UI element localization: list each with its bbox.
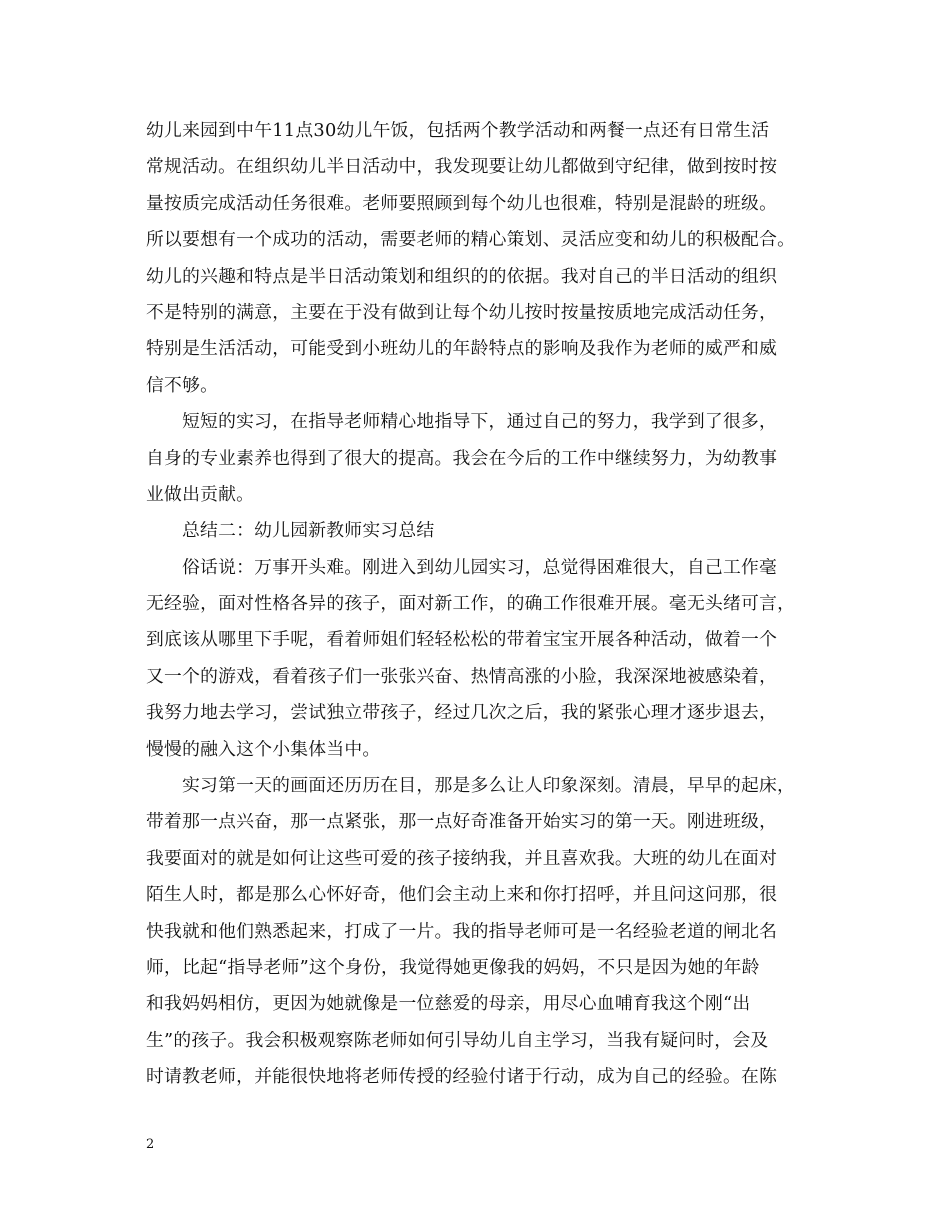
text-line: 师，比起“指导老师”这个身份，我觉得她更像我的妈妈，不只是因为她的年龄: [146, 956, 760, 978]
paragraph-first-line: 短短的实习，在指导老师精心地指导下，通过自己的努力，我学到了很多，: [182, 411, 778, 433]
paragraph-first-line: 俗话说：万事开头难。刚进入到幼儿园实习，总觉得困难很大，自己工作毫: [182, 556, 778, 578]
text-line: 幼儿的兴趣和特点是半日活动策划和组织的的依据。我对自己的半日活动的组织: [146, 265, 778, 287]
text-line: 业做出贡献。: [146, 483, 255, 505]
text-line: 生”的孩子。我会积极观察陈老师如何引导幼儿自主学习，当我有疑问时，会及: [146, 1029, 769, 1051]
text-line: 慢慢的融入这个小集体当中。: [146, 738, 381, 760]
text-line: 无经验，面对性格各异的孩子，面对新工作，的确工作很难开展。毫无头绪可言，: [146, 593, 796, 615]
text-line: 又一个的游戏，看着孩子们一张张兴奋、热情高涨的小脸，我深深地被感染着，: [146, 665, 778, 687]
text-line: 自身的专业素养也得到了很大的提高。我会在今后的工作中继续努力，为幼教事: [146, 447, 778, 469]
paragraph-first-line: 实习第一天的画面还历历在目，那是多么让人印象深刻。清晨，早早的起床，: [182, 775, 796, 797]
text-line: 量按质完成活动任务很难。老师要照顾到每个幼儿也很难，特别是混龄的班级。: [146, 192, 778, 214]
text-line: 常规活动。在组织幼儿半日活动中，我发现要让幼儿都做到守纪律，做到按时按: [146, 156, 778, 178]
page-number: 2: [146, 1137, 155, 1152]
text-line: 陌生人时，都是那么心怀好奇，他们会主动上来和你打招呼，并且问这问那，很: [146, 884, 778, 906]
text-line: 时请教老师，并能很快地将老师传授的经验付诸于行动，成为自己的经验。在陈: [146, 1066, 778, 1088]
text-line: 幼儿来园到中午11点30幼儿午饭，包括两个教学活动和两餐一点还有日常生活: [146, 120, 770, 141]
text-line: 信不够。: [146, 374, 219, 396]
text-line: 不是特别的满意，主要在于没有做到让每个幼儿按时按量按质地完成活动任务，: [146, 301, 778, 323]
text-line: 到底该从哪里下手呢，看着师姐们轻轻松松的带着宝宝开展各种活动，做着一个: [146, 629, 778, 651]
document-body: [146, 113, 806, 1096]
text-line: 和我妈妈相仿，更因为她就像是一位慈爱的母亲，用尽心血哺育我这个刚“出: [146, 993, 751, 1015]
text-line: 我要面对的就是如何让这些可爱的孩子接纳我，并且喜欢我。大班的幼儿在面对: [146, 847, 778, 869]
text-line: 所以要想有一个成功的活动，需要老师的精心策划、灵活应变和幼儿的积极配合。: [146, 229, 796, 251]
text-line: 特别是生活活动，可能受到小班幼儿的年龄特点的影响及我作为老师的威严和威: [146, 338, 778, 360]
text-line: 我努力地去学习，尝试独立带孩子，经过几次之后，我的紧张心理才逐步退去，: [146, 702, 778, 724]
text-line: 带着那一点兴奋，那一点紧张，那一点好奇准备开始实习的第一天。刚进班级，: [146, 811, 778, 833]
text-line: 快我就和他们熟悉起来，打成了一片。我的指导老师可是一名经验老道的闸北名: [146, 920, 778, 942]
section-heading: 总结二：幼儿园新教师实习总结: [182, 520, 435, 542]
